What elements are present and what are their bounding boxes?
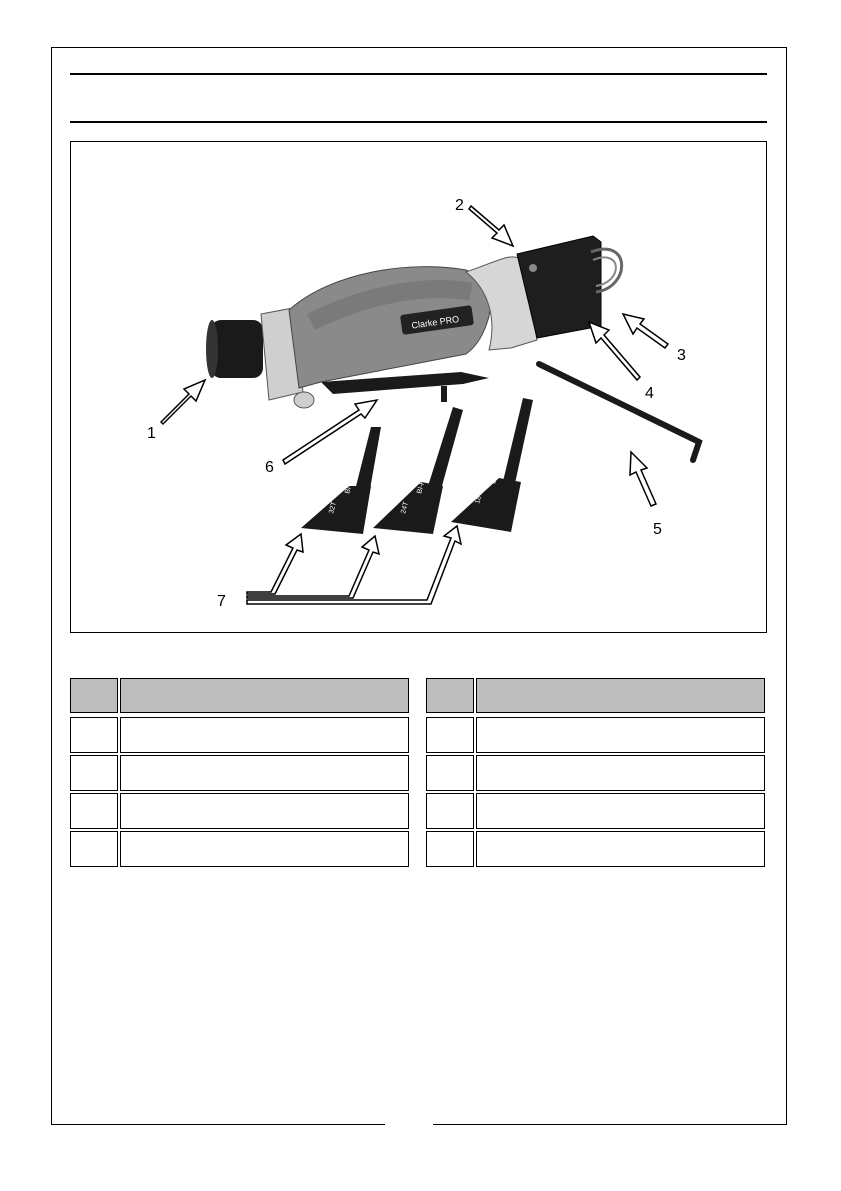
- blade-2-teeth: 24T: [400, 501, 411, 515]
- table-row: [70, 717, 409, 753]
- row-description: [476, 793, 765, 829]
- row-no: [426, 755, 474, 791]
- air-saw-illustration: [71, 142, 768, 634]
- arrow-2: [469, 206, 513, 246]
- table-row: [426, 793, 765, 829]
- header-title: [70, 80, 767, 116]
- air-saw-tool: [206, 236, 622, 408]
- arrow-1: [161, 380, 205, 424]
- blade-3-type: BI-FLEX: [490, 457, 504, 485]
- hex-key: [539, 364, 699, 460]
- row-no: [426, 717, 474, 753]
- table-row: [426, 717, 765, 753]
- callout-4: 4: [645, 385, 654, 402]
- header-description: [120, 678, 409, 713]
- blade-1-type: BI-FLE: [344, 471, 357, 495]
- row-description: [476, 755, 765, 791]
- blade-1-teeth: 32T: [328, 501, 339, 515]
- header-no: [70, 678, 118, 713]
- page-number-gap: [385, 1120, 433, 1130]
- callout-3: 3: [677, 347, 686, 364]
- air-inlet-nozzle: [211, 320, 263, 378]
- blade-3-teeth: 18T: [474, 491, 485, 505]
- row-description: [120, 831, 409, 867]
- row-no: [70, 755, 118, 791]
- row-description: [120, 793, 409, 829]
- header-rule-bottom: [70, 121, 767, 123]
- row-no: [426, 793, 474, 829]
- arrow-6: [283, 400, 377, 464]
- table-header: [70, 678, 409, 713]
- callout-2: 2: [455, 197, 464, 214]
- saw-blades: [301, 398, 533, 534]
- arrow-3: [623, 314, 668, 348]
- arrow-5: [630, 452, 656, 506]
- table-row: [426, 831, 765, 867]
- brand-logo: Clarke PRO: [410, 313, 460, 331]
- table-row: [70, 831, 409, 867]
- row-no: [70, 831, 118, 867]
- blade-2-type: BI-FLEX: [416, 467, 430, 495]
- callout-5: 5: [653, 521, 662, 538]
- callout-1: 1: [147, 425, 156, 442]
- row-description: [120, 755, 409, 791]
- blade-screw: [529, 264, 537, 272]
- callout-7: 7: [217, 593, 226, 610]
- product-figure: [70, 141, 767, 633]
- header-description: [476, 678, 765, 713]
- arrow-7a: [247, 534, 303, 594]
- row-no: [426, 831, 474, 867]
- row-description: [120, 717, 409, 753]
- table-row: [70, 755, 409, 791]
- row-description: [476, 831, 765, 867]
- table-row: [426, 755, 765, 791]
- header-rule-top: [70, 73, 767, 75]
- row-no: [70, 793, 118, 829]
- row-description: [476, 717, 765, 753]
- table-header: [426, 678, 765, 713]
- air-inlet-face: [206, 320, 218, 378]
- header-no: [426, 678, 474, 713]
- row-no: [70, 717, 118, 753]
- table-row: [70, 793, 409, 829]
- callout-6: 6: [265, 459, 274, 476]
- arrow-7b: [247, 536, 379, 598]
